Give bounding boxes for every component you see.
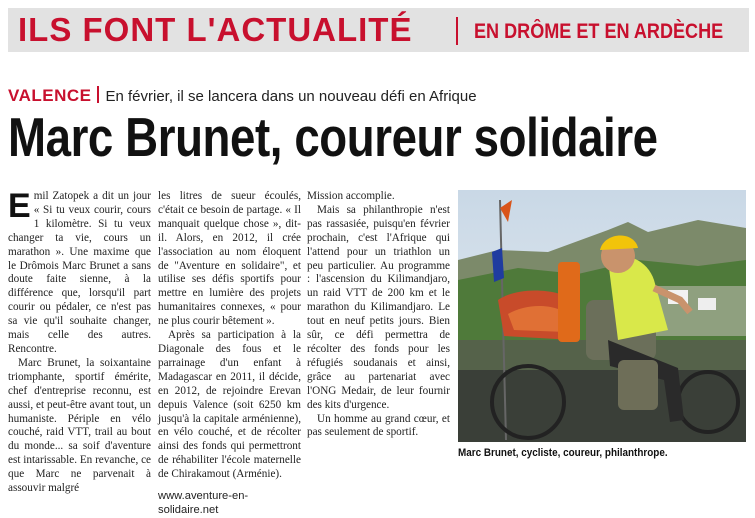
article-paragraph: Emil Zatopek a dit un jour « Si tu veux courir, cours 1 kilomètre. Si tu veux changer ta vie, cours un marathon ». Une maxime que le Drômois Marc Brunet a sans doute faite sienne, à la différence que, lorsqu'il part courir ou pédaler, ce n'est pas sa vie qu'il souhaite changer, mais celle des autres. Rencontre. [8, 187, 151, 355]
article-paragraph: les litres de sueur écoulés, c'était ce besoin de partage. « Il manquait quelque chose », dit-il. Alors, en 2012, il crée l'association au nom éloquent de "Aventure en solidaire", et utilise ses défis sportifs pour mettre en lumière des projets humanitaires connexes, « pour ne plus courir bêtement ». [158, 190, 301, 328]
photo-caption: Marc Brunet, cycliste, coureur, philanthrope. [458, 447, 668, 459]
article-photo [458, 190, 746, 442]
headline: Marc Brunet, coureur solidaire [8, 106, 658, 168]
drop-cap: E [8, 187, 31, 225]
kicker-text: En février, il se lancera dans un nouveau défi en Afrique [105, 88, 477, 105]
website-link[interactable]: www.aventure-en-solidaire.net [158, 490, 249, 516]
cyclist-photo-illustration [458, 190, 746, 442]
article-paragraph: Après sa participation à la Diagonale des fous et le parrainage d'un enfant à Madagascar en 2011, il décide, en 2012, de rejoindre Erevan depuis Valence (soit 6250 km jusqu'à la capitale arménienne), en vélo couché, et de récolter ainsi des fonds qui permettront de réhabiliter l'école maternelle de Chirakamout (Arménie). [158, 329, 301, 481]
article-paragraph: Un homme au grand cœur, et pas seulement de sportif. [307, 412, 450, 439]
article-column-1 [8, 187, 151, 496]
article-paragraph: Mission accomplie. [307, 190, 395, 202]
banner-subtitle: EN DRÔME ET EN ARDÈCHE [474, 20, 724, 43]
kicker-city: VALENCE [8, 86, 92, 105]
banner-divider [456, 17, 458, 45]
article-column-2 [158, 190, 301, 518]
banner-title: ILS FONT L'ACTUALITÉ [18, 11, 413, 48]
section-banner [8, 8, 749, 52]
kicker-divider [97, 86, 99, 103]
article-paragraph: Mais sa philanthropie n'est pas rassasiée, puisqu'en février prochain, c'est l'Afrique qui l'attend pour un triathlon un peu particulier. Au programme : l'ascension du Kilimandjaro, un raid VTT de 200 km et le marathon du Kilimandjaro. Le tout en neuf petits jours. Bien sûr, ce défi permettra de récolter des fonds pour les réfugiés soudanais et ainsi, grâce au partenariat avec l'ONG Medair, de leur fournir des kits d'urgence. [307, 203, 450, 411]
article-paragraph: Marc Brunet, la soixantaine triomphante, sportif émérite, chef d'entreprise reconnu, est aussi, et peut-être avant tout, un humaniste. Périple en vélo couché, raid VTT, trail au bout du monde... sa soif d'aventure est intarissable. En revanche, ce que Marc ne parvenait à assouvir malgré [8, 356, 151, 495]
article-column-3 [307, 190, 450, 440]
kicker [8, 86, 477, 106]
